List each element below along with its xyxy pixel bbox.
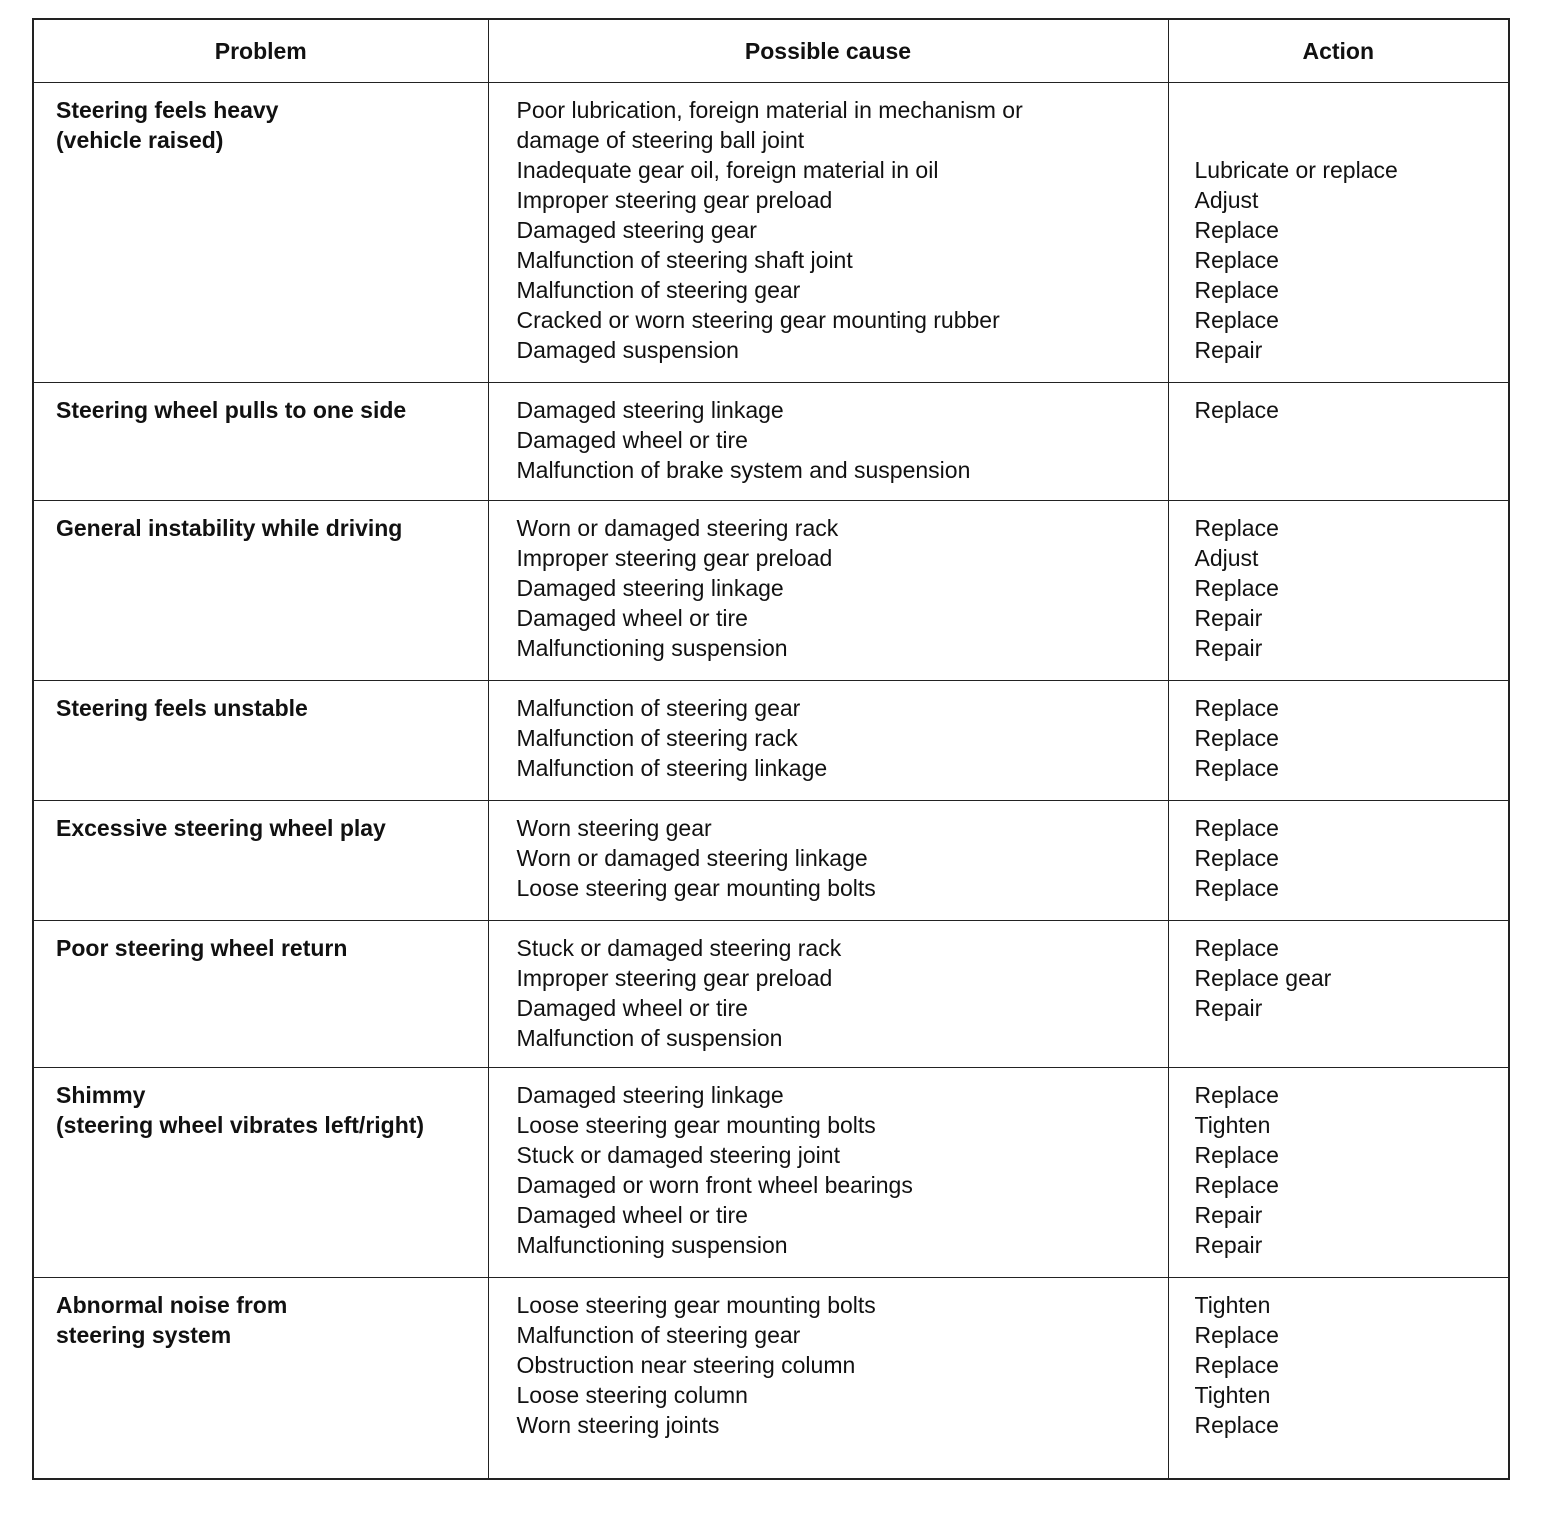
possible-cause-text: Obstruction near steering column bbox=[516, 1352, 856, 1378]
action-text: Replace bbox=[1194, 277, 1279, 303]
action-text: Replace bbox=[1194, 815, 1279, 841]
table-body bbox=[34, 83, 1508, 1478]
problem-text: (vehicle raised) bbox=[56, 127, 224, 153]
possible-cause-text: Malfunctioning suspension bbox=[516, 635, 788, 661]
possible-cause-text: Stuck or damaged steering joint bbox=[516, 1142, 840, 1168]
problem-text: (steering wheel vibrates left/right) bbox=[56, 1112, 425, 1138]
action-text: Replace bbox=[1194, 1322, 1279, 1348]
action-text: Repair bbox=[1194, 1232, 1263, 1258]
action-cell bbox=[1168, 681, 1508, 801]
table-row bbox=[34, 801, 1508, 921]
problem-cell bbox=[34, 383, 488, 501]
problem-text: Abnormal noise from bbox=[56, 1292, 288, 1318]
problem-cell bbox=[34, 83, 488, 383]
action-text: Replace bbox=[1194, 875, 1279, 901]
action-text: Tighten bbox=[1194, 1292, 1271, 1318]
action-text: Replace bbox=[1194, 1082, 1279, 1108]
action-text: Replace bbox=[1194, 695, 1279, 721]
possible-cause-text: Damaged suspension bbox=[516, 337, 739, 363]
action-text: Repair bbox=[1194, 995, 1263, 1021]
problem-text: Steering feels heavy bbox=[56, 97, 279, 123]
possible-cause-text: Damaged wheel or tire bbox=[516, 995, 748, 1021]
table-row bbox=[34, 383, 1508, 501]
action-text: Lubricate or replace bbox=[1194, 157, 1398, 183]
possible-cause-text: Worn steering gear bbox=[516, 815, 712, 841]
possible-cause-text: Inadequate gear oil, foreign material in oil bbox=[516, 157, 939, 183]
possible-cause-text: Damaged steering linkage bbox=[516, 1082, 784, 1108]
table-row bbox=[34, 83, 1508, 383]
action-text: Replace bbox=[1194, 217, 1279, 243]
action-text: Repair bbox=[1194, 605, 1263, 631]
possible-cause-text: Damaged steering linkage bbox=[516, 397, 784, 423]
action-cell bbox=[1168, 83, 1508, 383]
table-row bbox=[34, 501, 1508, 681]
action-text: Replace bbox=[1194, 575, 1279, 601]
possible-cause-text: Malfunction of steering gear bbox=[516, 695, 801, 721]
possible-cause-cell bbox=[488, 1068, 1168, 1278]
action-text: Replace bbox=[1194, 1412, 1279, 1438]
table-row bbox=[34, 681, 1508, 801]
table-row bbox=[34, 921, 1508, 1068]
possible-cause-text: Worn steering joints bbox=[516, 1412, 720, 1438]
possible-cause-text: Poor lubrication, foreign material in mechanism or damage of steering ball joint bbox=[516, 97, 1023, 153]
possible-cause-cell bbox=[488, 1278, 1168, 1478]
possible-cause-cell bbox=[488, 383, 1168, 501]
possible-cause-text: Loose steering column bbox=[516, 1382, 748, 1408]
problem-text: Excessive steering wheel play bbox=[56, 815, 386, 841]
action-cell bbox=[1168, 383, 1508, 501]
possible-cause-text: Cracked or worn steering gear mounting rubber bbox=[516, 307, 1000, 333]
action-text: Tighten bbox=[1194, 1382, 1271, 1408]
action-text: Replace bbox=[1194, 725, 1279, 751]
possible-cause-text: Malfunction of steering rack bbox=[516, 725, 798, 751]
troubleshooting-table bbox=[34, 20, 1508, 1478]
possible-cause-cell bbox=[488, 681, 1168, 801]
action-cell bbox=[1168, 921, 1508, 1068]
possible-cause-text: Malfunction of steering gear bbox=[516, 1322, 801, 1348]
action-text: Repair bbox=[1194, 337, 1263, 363]
possible-cause-text: Damaged wheel or tire bbox=[516, 427, 748, 453]
possible-cause-text: Damaged steering linkage bbox=[516, 575, 784, 601]
possible-cause-cell bbox=[488, 83, 1168, 383]
possible-cause-text: Malfunction of suspension bbox=[516, 1025, 783, 1051]
header-possible-cause: Possible cause bbox=[488, 20, 1168, 83]
header-row bbox=[34, 20, 1508, 83]
problem-cell bbox=[34, 801, 488, 921]
action-text: Repair bbox=[1194, 635, 1263, 661]
action-cell bbox=[1168, 1068, 1508, 1278]
possible-cause-cell bbox=[488, 501, 1168, 681]
action-text: Replace bbox=[1194, 515, 1279, 541]
possible-cause-text: Stuck or damaged steering rack bbox=[516, 935, 842, 961]
table-row bbox=[34, 1068, 1508, 1278]
possible-cause-text: Improper steering gear preload bbox=[516, 965, 833, 991]
possible-cause-text: Damaged steering gear bbox=[516, 217, 757, 243]
possible-cause-text: Worn or damaged steering linkage bbox=[516, 845, 868, 871]
possible-cause-text: Damaged wheel or tire bbox=[516, 1202, 748, 1228]
problem-cell bbox=[34, 501, 488, 681]
problem-text: General instability while driving bbox=[56, 515, 403, 541]
action-text: Replace bbox=[1194, 845, 1279, 871]
action-text: Replace bbox=[1194, 1352, 1279, 1378]
action-text: Repair bbox=[1194, 1202, 1263, 1228]
problem-text: steering system bbox=[56, 1322, 232, 1348]
action-text: Replace bbox=[1194, 397, 1279, 423]
possible-cause-text: Improper steering gear preload bbox=[516, 545, 833, 571]
action-cell bbox=[1168, 501, 1508, 681]
possible-cause-text: Loose steering gear mounting bolts bbox=[516, 1112, 876, 1138]
possible-cause-text: Malfunction of steering linkage bbox=[516, 755, 828, 781]
problem-text: Steering feels unstable bbox=[56, 695, 308, 721]
possible-cause-text: Malfunctioning suspension bbox=[516, 1232, 788, 1258]
action-text: Tighten bbox=[1194, 1112, 1271, 1138]
problem-cell bbox=[34, 921, 488, 1068]
problem-cell bbox=[34, 681, 488, 801]
action-text: Adjust bbox=[1194, 187, 1259, 213]
possible-cause-text: Damaged wheel or tire bbox=[516, 605, 748, 631]
action-text: Replace gear bbox=[1194, 965, 1332, 991]
action-cell bbox=[1168, 801, 1508, 921]
problem-cell bbox=[34, 1278, 488, 1478]
possible-cause-text: Malfunction of steering gear bbox=[516, 277, 801, 303]
action-text: Replace bbox=[1194, 307, 1279, 333]
action-text: Replace bbox=[1194, 1172, 1279, 1198]
action-text: Replace bbox=[1194, 247, 1279, 273]
possible-cause-text: Loose steering gear mounting bolts bbox=[516, 875, 876, 901]
possible-cause-text: Worn or damaged steering rack bbox=[516, 515, 839, 541]
header-action: Action bbox=[1168, 20, 1508, 83]
action-text: Replace bbox=[1194, 935, 1279, 961]
action-text: Replace bbox=[1194, 755, 1279, 781]
problem-cell bbox=[34, 1068, 488, 1278]
action-cell bbox=[1168, 1278, 1508, 1478]
possible-cause-text: Malfunction of steering shaft joint bbox=[516, 247, 853, 273]
possible-cause-text: Malfunction of brake system and suspension bbox=[516, 457, 971, 483]
header-problem: Problem bbox=[34, 20, 488, 83]
possible-cause-text: Damaged or worn front wheel bearings bbox=[516, 1172, 913, 1198]
table-row bbox=[34, 1278, 1508, 1478]
action-text: Replace bbox=[1194, 1142, 1279, 1168]
problem-text: Steering wheel pulls to one side bbox=[56, 397, 407, 423]
problem-text: Shimmy bbox=[56, 1082, 146, 1108]
action-text: Adjust bbox=[1194, 545, 1259, 571]
possible-cause-text: Loose steering gear mounting bolts bbox=[516, 1292, 876, 1318]
troubleshooting-table-frame bbox=[32, 18, 1510, 1480]
possible-cause-cell bbox=[488, 801, 1168, 921]
problem-text: Poor steering wheel return bbox=[56, 935, 348, 961]
possible-cause-cell bbox=[488, 921, 1168, 1068]
possible-cause-text: Improper steering gear preload bbox=[516, 187, 833, 213]
